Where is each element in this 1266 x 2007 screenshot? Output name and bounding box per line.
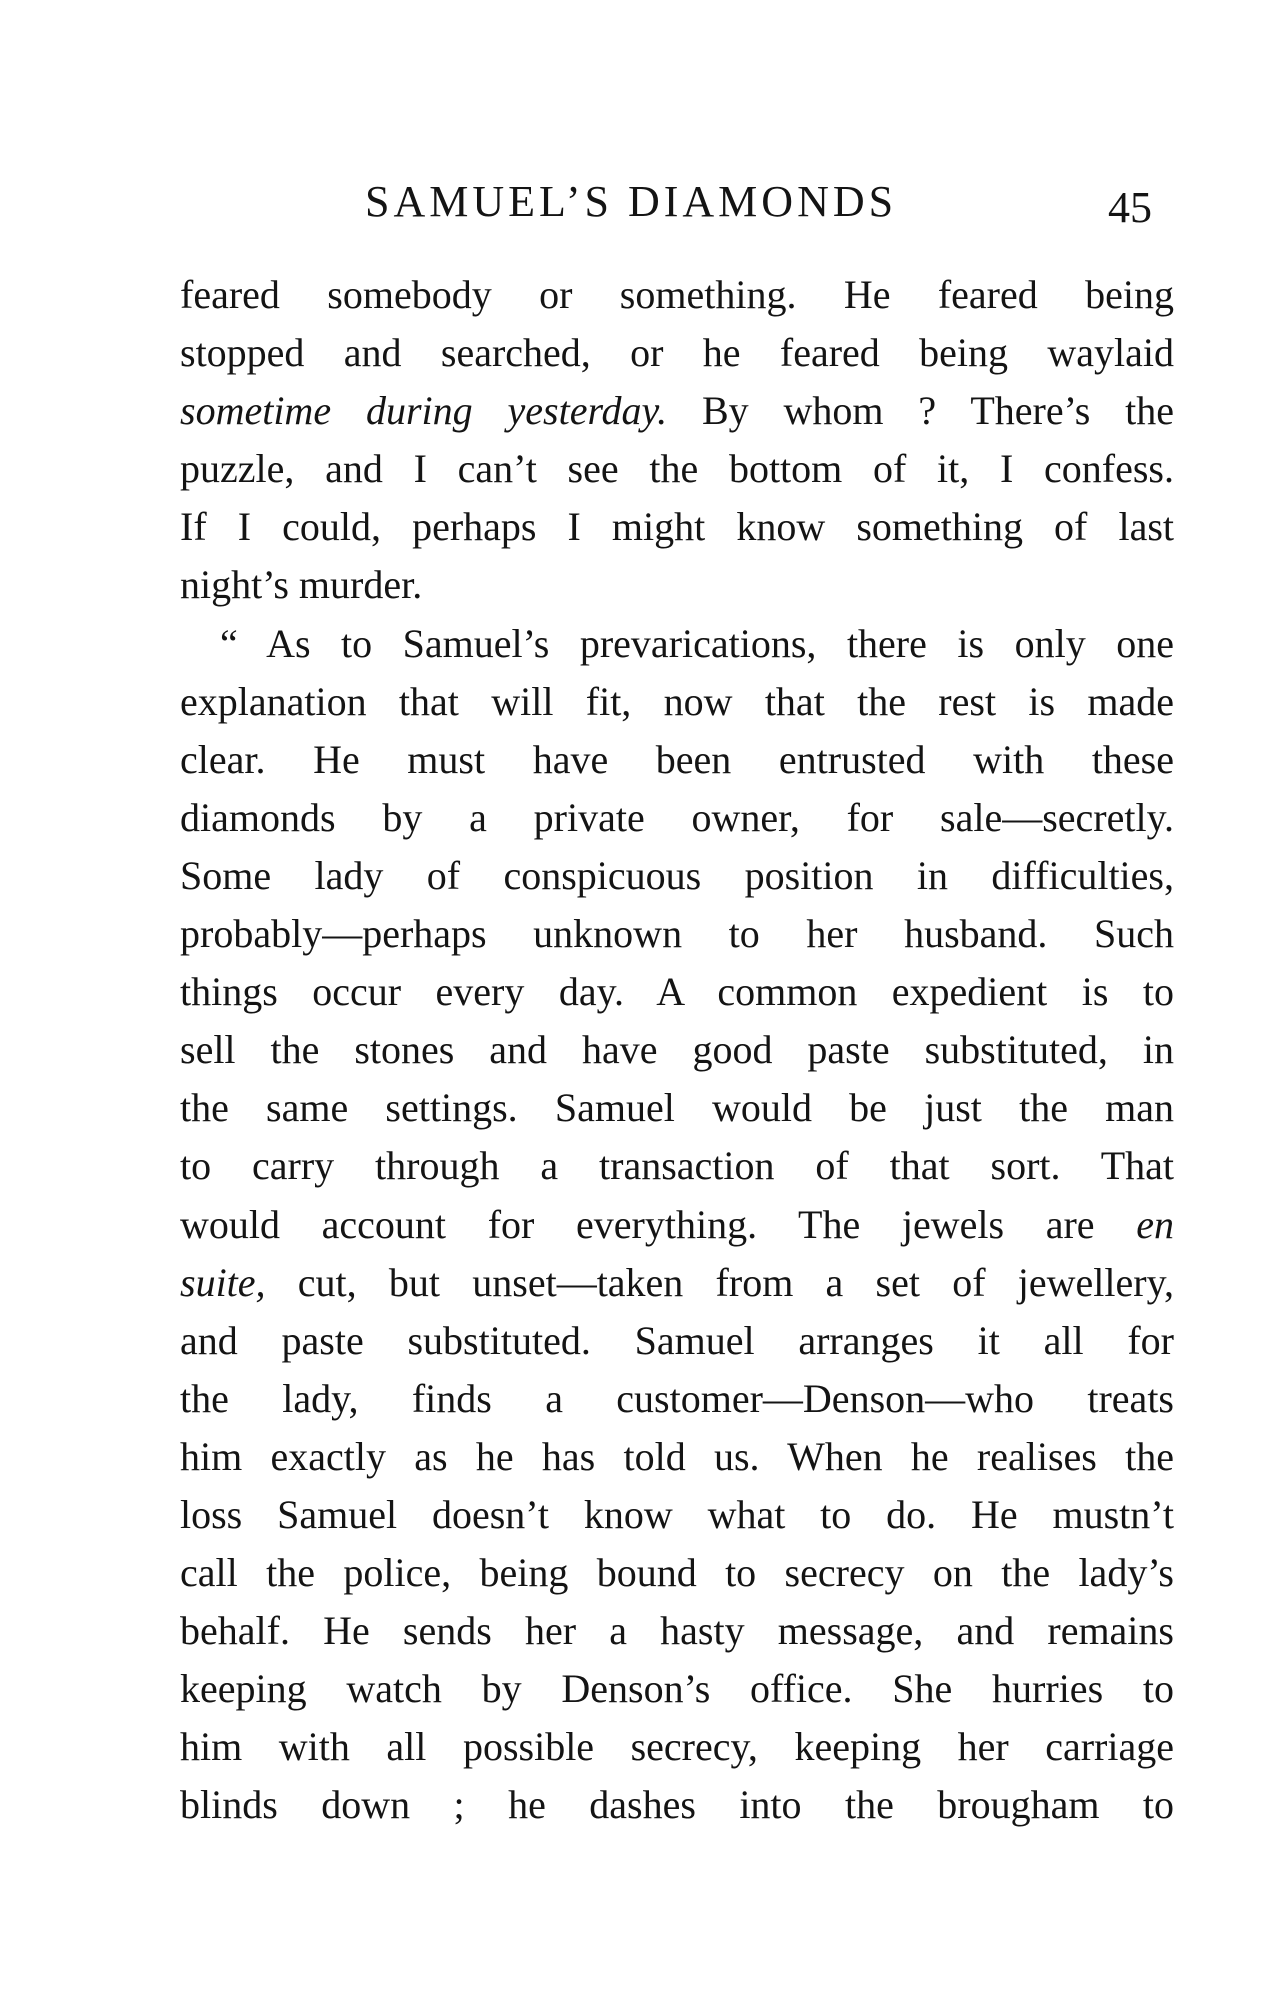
text-line: to carry through a transaction of that sort. That — [180, 1143, 1174, 1189]
paragraph-end-line: night’s murder. — [180, 562, 423, 608]
text-line: puzzle, and I can’t see the bottom of it, I confess. — [180, 446, 1174, 492]
page-number: 45 — [1108, 183, 1152, 232]
text-line: explanation that will fit, now that the rest is made — [180, 678, 1174, 724]
text-line: would account for everything. The jewels are en — [180, 1201, 1174, 1247]
text-line: If I could, perhaps I might know something of last — [180, 504, 1174, 550]
paragraph-start-line: “ As to Samuel’s prevarications, there is only one — [220, 620, 1174, 666]
text-line: the lady, finds a customer—Denson—who treats — [180, 1375, 1174, 1421]
text-line: diamonds by a private owner, for sale—secretly. — [180, 794, 1174, 840]
text-line: behalf. He sends her a hasty message, and remains — [180, 1608, 1174, 1654]
text-line: the same settings. Samuel would be just the man — [180, 1085, 1174, 1131]
text-line: blinds down ; he dashes into the brougham to — [180, 1782, 1174, 1828]
body-text — [180, 266, 1174, 1835]
text-line: him exactly as he has told us. When he realises the — [180, 1433, 1174, 1479]
italic-phrase: sometime during yesterday. — [180, 388, 668, 434]
text-line: suite, cut, but unset—taken from a set of jewellery, — [180, 1259, 1174, 1305]
running-header — [0, 172, 1266, 242]
text-line: sometime during yesterday. By whom ? There’s the — [180, 388, 1174, 434]
text-line: feared somebody or something. He feared being — [180, 272, 1174, 317]
text-line: keeping watch by Denson’s office. She hurries to — [180, 1666, 1174, 1712]
italic-phrase: suite, — [180, 1259, 266, 1305]
text-line: and paste substituted. Samuel arranges it all for — [180, 1317, 1174, 1363]
text-line: stopped and searched, or he feared being waylaid — [180, 330, 1174, 376]
running-title: SAMUEL’S DIAMONDS — [365, 177, 898, 226]
text-line: him with all possible secrecy, keeping her carriage — [180, 1724, 1174, 1770]
italic-phrase: en — [1136, 1201, 1174, 1247]
text-line: call the police, being bound to secrecy on the lady’s — [180, 1550, 1174, 1596]
text-line: things occur every day. A common expedient is to — [180, 969, 1174, 1015]
text-line: probably—perhaps unknown to her husband. Such — [180, 911, 1174, 957]
text-line: clear. He must have been entrusted with these — [180, 736, 1174, 782]
text-line: sell the stones and have good paste substituted, in — [180, 1027, 1174, 1073]
text-line: loss Samuel doesn’t know what to do. He mustn’t — [180, 1491, 1174, 1537]
text-line: Some lady of conspicuous position in difficulties, — [180, 852, 1174, 898]
